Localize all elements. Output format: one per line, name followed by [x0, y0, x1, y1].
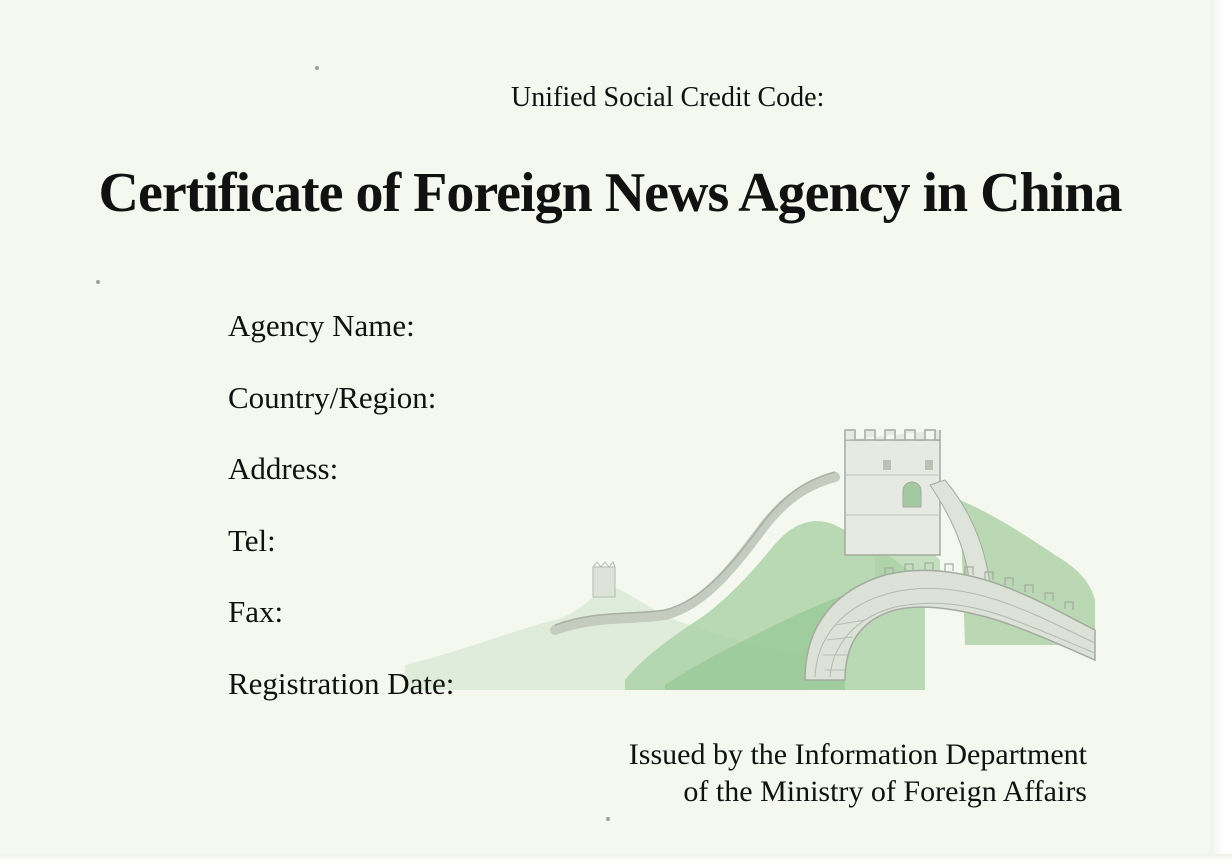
certificate-fields: [228, 306, 454, 735]
fax-label: Fax:: [228, 594, 284, 629]
paper-speck: [606, 817, 610, 821]
certificate-title: Certificate of Foreign News Agency in China: [98, 162, 1122, 224]
agency-name-label: Agency Name:: [228, 308, 415, 343]
paper-edge-bottom: [0, 854, 1232, 864]
tel-label: Tel:: [228, 522, 276, 558]
country-region-label: Country/Region:: [228, 379, 437, 415]
paper-edge-right: [1210, 0, 1232, 864]
issuer-line-2: of the Ministry of Foreign Affairs: [683, 775, 1087, 808]
issuer-line-1: Issued by the Information Department: [628, 738, 1087, 771]
unified-social-credit-code-label: Unified Social Credit Code:: [511, 82, 825, 113]
paper-speck: [96, 280, 100, 284]
great-wall-watermark-icon: [405, 415, 1105, 690]
address-label: Address:: [228, 451, 339, 486]
registration-date-label: Registration Date:: [228, 665, 455, 701]
issuer-block: [629, 736, 1087, 810]
paper-speck: [315, 66, 319, 70]
